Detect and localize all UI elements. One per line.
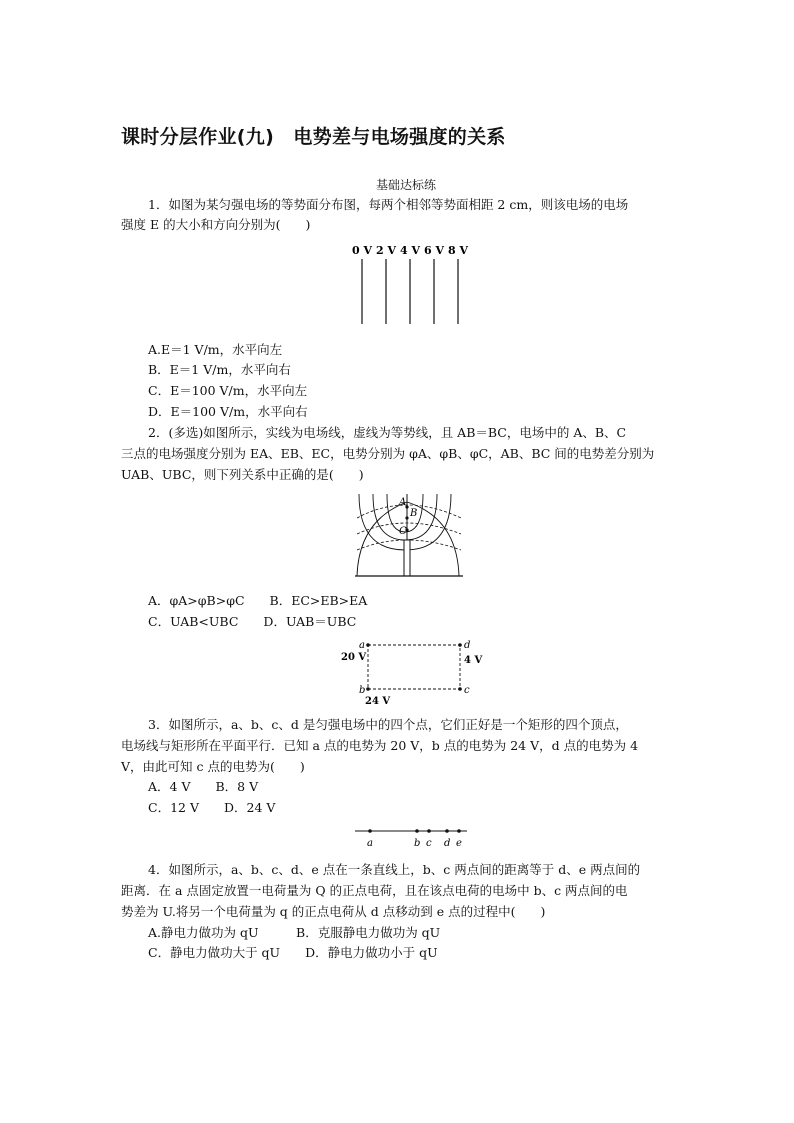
label-c: C [399,526,407,537]
equipotential-label: 8 V [448,244,469,257]
point-b-label: b [414,838,421,849]
vertex-b-label: b [359,685,366,696]
q1-stem-line1: 1．如图为某匀强电场的等势面分布图，每两个相邻等势面相距 2 cm，则该电场的电场 [148,197,629,212]
q3-stem-line3: V，由此可知 c 点的电势为( ) [121,759,305,774]
q4-stem-line1: 4．如图所示，a、b、c、d、e 点在一条直线上，b、c 两点间的距离等于 d、e 两点间的 [148,862,641,877]
q1-stem-line2: 强度 E 的大小和方向分别为( ) [121,217,311,232]
rectangle-figure [338,638,488,708]
field-lines-figure [355,490,465,580]
q1-option-c: C．E＝100 V/m，水平向左 [148,383,308,398]
label-a: A [399,497,407,508]
vertex-d-label: d [464,640,471,651]
q4-options-row1: A.静电力做功为 qU B．克服静电力做功为 qU [148,925,441,940]
equipotential-figure [350,240,475,330]
equipotential-lines [362,259,458,324]
q3-options-row2: C．12 V D．24 V [148,800,276,815]
q1-option-d: D．E＝100 V/m，水平向右 [148,404,308,419]
equipotential-label: 4 V [400,244,421,257]
equipotential-label: 6 V [424,244,445,257]
q2-options-row2: C．UAB<UBC D．UAB＝UBC [148,614,357,629]
equipotential-label: 0 V [352,244,373,257]
equipotential-label: 2 V [376,244,397,257]
point-c-label: c [426,838,432,849]
q3-stem-line1: 3．如图所示，a、b、c、d 是匀强电场中的四个点，它们正好是一个矩形的四个顶点， [148,717,628,732]
q2-stem-line3: UAB、UBC，则下列关系中正确的是( ) [121,467,364,482]
label-b: B [410,508,418,519]
q2-options-row1: A．φA>φB>φC B．EC>EB>EA [148,593,368,608]
point-b [405,516,408,519]
q2-stem-line1: 2．(多选)如图所示，实线为电场线，虚线为等势线，且 AB＝BC，电场中的 A、B、C [148,425,627,440]
q4-options-row2: C．静电力做功大于 qU D．静电力做功小于 qU [148,945,438,960]
q1-option-b: B．E＝1 V/m，水平向右 [148,362,291,377]
page-title: 课时分层作业(九) 电势差与电场强度的关系 [121,126,506,148]
q3-stem-line2: 电场线与矩形所在平面平行．已知 a 点的电势为 20 V，b 点的电势为 24 V，d 点的电势为 4 [121,738,639,753]
section-heading: 基础达标练 [376,178,437,192]
vertex-c-label: c [464,685,470,696]
q4-stem-line2: 距离．在 a 点固定放置一电荷量为 Q 的正点电荷，且在该点电荷的电场中 b、c 两点间的电 [121,883,628,898]
q4-stem-line3: 势差为 U.将另一个电荷量为 q 的正点电荷从 d 点移动到 e 点的过程中( ) [121,904,546,919]
number-line-figure [353,824,471,852]
potential-b-label: 24 V [365,696,391,707]
vertex-a-label: a [359,640,365,651]
point-e-label: e [456,838,462,849]
potential-a-label: 20 V [341,652,367,663]
q3-options-row1: A．4 V B．8 V [148,779,259,794]
potential-d-label: 4 V [464,655,483,666]
q1-option-a: A.E＝1 V/m，水平向左 [148,342,283,357]
point-d-label: d [444,838,451,849]
q2-stem-line2: 三点的电场强度分别为 EA、EB、EC，电势分别为 φA、φB、φC，AB、BC 间的电势差分别为 [121,446,655,461]
point-a-label: a [367,838,373,849]
